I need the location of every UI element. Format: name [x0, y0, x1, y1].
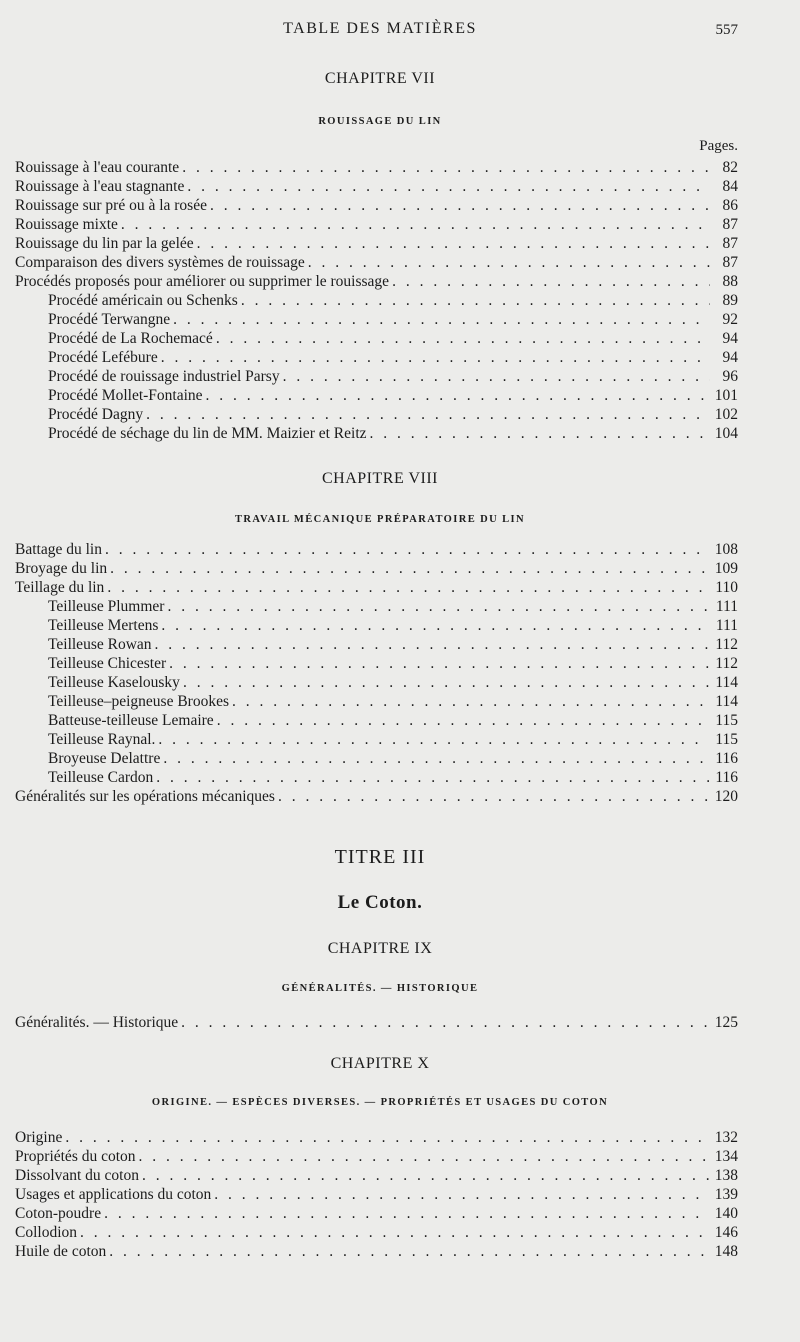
dot-leader — [110, 559, 709, 578]
chapter-8-heading: CHAPITRE VIII — [322, 470, 438, 487]
toc-entry-label: Coton-poudre — [15, 1205, 102, 1222]
toc-entry — [48, 730, 738, 749]
toc-entry-page: 116 — [715, 750, 738, 767]
toc-entry — [48, 597, 738, 616]
dot-leader — [167, 597, 709, 616]
toc-entry-page: 115 — [715, 712, 738, 729]
toc-entry-page: 115 — [715, 731, 738, 748]
toc-entry — [15, 253, 738, 272]
toc-entry-page: 109 — [714, 560, 738, 577]
dot-leader — [142, 1166, 709, 1185]
dot-leader — [308, 253, 710, 272]
toc-entry-label: Comparaison des divers systèmes de rouissage — [15, 254, 305, 271]
toc-entry-page: 92 — [722, 311, 738, 328]
toc-entry-page: 94 — [722, 330, 738, 347]
toc-entry-label: Procédé américain ou Schenks — [48, 292, 238, 309]
toc-entry — [15, 540, 738, 559]
chapter-10-subtitle: ORIGINE. — ESPÈCES DIVERSES. — PROPRIÉTÉS ET USAGES DU COTON — [151, 1097, 609, 1108]
dot-leader — [181, 1013, 709, 1032]
dot-leader — [169, 654, 709, 673]
dot-leader — [197, 234, 710, 253]
chapter-9-heading: CHAPITRE IX — [327, 940, 433, 957]
toc-entry-label: Teilleuse Rowan — [48, 636, 152, 653]
titre-3-heading: TITRE III — [334, 846, 426, 868]
toc-entry — [15, 215, 738, 234]
chapter-7-heading: CHAPITRE VII — [324, 70, 436, 87]
toc-entry-label: Collodion — [15, 1224, 78, 1241]
dot-leader — [109, 1242, 708, 1261]
toc-entry-label: Procédé Dagny — [48, 406, 144, 423]
toc-entry-label: Teilleuse Raynal. — [48, 731, 156, 748]
toc-entry — [15, 1223, 738, 1242]
toc-entry-page: 87 — [722, 254, 738, 271]
running-title: TABLE DES MATIÈRES — [283, 20, 477, 37]
toc-entry-page: 146 — [714, 1224, 738, 1241]
toc-entry — [15, 1128, 738, 1147]
toc-entry-label: Rouissage du lin par la gelée — [15, 235, 194, 252]
dot-leader — [241, 291, 710, 310]
toc-entry — [48, 291, 738, 310]
dot-leader — [232, 692, 709, 711]
dot-leader — [206, 386, 709, 405]
dot-leader — [158, 730, 709, 749]
dot-leader — [156, 768, 709, 787]
toc-entry — [48, 654, 738, 673]
toc-entry — [15, 1166, 738, 1185]
toc-entry-page: 140 — [714, 1205, 738, 1222]
toc-entry-page: 112 — [715, 636, 738, 653]
toc-entry — [15, 578, 738, 597]
toc-entry — [48, 768, 738, 787]
dot-leader — [392, 272, 710, 291]
toc-entry-label: Propriétés du coton — [15, 1148, 136, 1165]
pages-column-label: Pages. — [699, 138, 738, 154]
dot-leader — [173, 310, 710, 329]
dot-leader — [161, 616, 709, 635]
toc-entry — [15, 196, 738, 215]
dot-leader — [187, 177, 710, 196]
toc-entry-page: 101 — [714, 387, 738, 404]
toc-entry — [15, 1147, 738, 1166]
toc-entry-label: Origine — [15, 1129, 63, 1146]
toc-entry-label: Battage du lin — [15, 541, 102, 558]
dot-leader — [155, 635, 710, 654]
running-head — [0, 20, 800, 42]
titre-3-name: Le Coton. — [337, 892, 423, 913]
dot-leader — [370, 424, 709, 443]
toc-entry — [48, 749, 738, 768]
toc-entry-label: Procédé Terwangne — [48, 311, 171, 328]
dot-leader — [65, 1128, 708, 1147]
toc-entry — [48, 711, 738, 730]
toc-entry-label: Procédé de La Rochemacé — [48, 330, 213, 347]
dot-leader — [210, 196, 710, 215]
toc-entry-page: 111 — [715, 598, 738, 615]
toc-entry-label: Procédé de rouissage industriel Parsy — [48, 368, 280, 385]
toc-entry-page: 96 — [722, 368, 738, 385]
toc-entry-label: Teillage du lin — [15, 579, 105, 596]
toc-entry-label: Dissolvant du coton — [15, 1167, 139, 1184]
toc-entry-page: 138 — [714, 1167, 738, 1184]
toc-entry-page: 120 — [714, 788, 738, 805]
dot-leader — [139, 1147, 709, 1166]
toc-entry — [48, 424, 738, 443]
toc-entry-label: Batteuse-teilleuse Lemaire — [48, 712, 214, 729]
dot-leader — [163, 749, 709, 768]
dot-leader — [283, 367, 710, 386]
toc-entry-page: 104 — [714, 425, 738, 442]
dot-leader — [278, 787, 709, 806]
toc-entry-page: 108 — [714, 541, 738, 558]
toc-entry-page: 110 — [715, 579, 738, 596]
toc-entry-label: Généralités sur les opérations mécaniques — [15, 788, 275, 805]
toc-entry-label: Généralités. — Historique — [15, 1014, 179, 1031]
dot-leader — [182, 158, 710, 177]
dot-leader — [214, 1185, 708, 1204]
toc-entry-label: Broyeuse Delattre — [48, 750, 161, 767]
toc-entry — [15, 1013, 738, 1032]
chapter-10-heading: CHAPITRE X — [330, 1055, 430, 1072]
toc-entry-page: 84 — [722, 178, 738, 195]
toc-entry-label: Procédés proposés pour améliorer ou supprimer le rouissage — [15, 273, 390, 290]
toc-entry-page: 114 — [715, 674, 738, 691]
toc-entry-label: Teilleuse Mertens — [48, 617, 159, 634]
toc-entry-label: Rouissage mixte — [15, 216, 118, 233]
toc-entry — [48, 348, 738, 367]
dot-leader — [217, 711, 710, 730]
toc-entry — [48, 405, 738, 424]
dot-leader — [107, 578, 709, 597]
toc-entry-page: 94 — [722, 349, 738, 366]
dot-leader — [146, 405, 709, 424]
toc-entry-label: Procédé de séchage du lin de MM. Maizier et Reitz — [48, 425, 367, 442]
toc-entry-label: Rouissage à l'eau stagnante — [15, 178, 185, 195]
toc-entry-page: 125 — [714, 1014, 738, 1031]
toc-entry — [48, 616, 738, 635]
toc-entry-label: Teilleuse Kaselousky — [48, 674, 180, 691]
chapter-7-subtitle: ROUISSAGE DU LIN — [318, 116, 442, 127]
dot-leader — [105, 540, 709, 559]
toc-entry-page: 82 — [722, 159, 738, 176]
toc-entry-page: 102 — [714, 406, 738, 423]
toc-entry-page: 116 — [715, 769, 738, 786]
toc-entry — [15, 272, 738, 291]
toc-entry-page: 88 — [722, 273, 738, 290]
chapter-8-subtitle: TRAVAIL MÉCANIQUE PRÉPARATOIRE DU LIN — [234, 514, 526, 525]
toc-entry-page: 111 — [715, 617, 738, 634]
toc-entry — [15, 787, 738, 806]
toc-entry — [15, 1204, 738, 1223]
toc-entry-label: Procédé Lefébure — [48, 349, 158, 366]
toc-entry-page: 87 — [722, 216, 738, 233]
toc-entry-page: 134 — [714, 1148, 738, 1165]
toc-entry-label: Teilleuse–peigneuse Brookes — [48, 693, 229, 710]
toc-entry — [48, 692, 738, 711]
toc-entry-page: 148 — [714, 1243, 738, 1260]
toc-entry-label: Teilleuse Cardon — [48, 769, 154, 786]
dot-leader — [104, 1204, 709, 1223]
toc-entry-page: 112 — [715, 655, 738, 672]
toc-entry-label: Huile de coton — [15, 1243, 107, 1260]
toc-entry-label: Rouissage à l'eau courante — [15, 159, 180, 176]
chapter-9-subtitle: GÉNÉRALITÉS. — HISTORIQUE — [281, 983, 479, 994]
toc-entry-label: Teilleuse Chicester — [48, 655, 167, 672]
toc-entry — [48, 635, 738, 654]
toc-entry — [48, 673, 738, 692]
toc-entry — [15, 158, 738, 177]
toc-entry — [48, 386, 738, 405]
toc-entry — [15, 1185, 738, 1204]
toc-entry — [15, 234, 738, 253]
toc-entry-label: Broyage du lin — [15, 560, 108, 577]
toc-entry-page: 87 — [722, 235, 738, 252]
toc-entry-label: Procédé Mollet-Fontaine — [48, 387, 203, 404]
dot-leader — [121, 215, 710, 234]
toc-entry-page: 139 — [714, 1186, 738, 1203]
toc-entry-page: 89 — [722, 292, 738, 309]
toc-entry — [48, 367, 738, 386]
toc-entry-page: 132 — [714, 1129, 738, 1146]
toc-entry — [15, 1242, 738, 1261]
toc-entry — [48, 310, 738, 329]
toc-entry-page: 86 — [722, 197, 738, 214]
toc-entry — [15, 559, 738, 578]
dot-leader — [183, 673, 709, 692]
toc-entry — [15, 177, 738, 196]
toc-entry-label: Rouissage sur pré ou à la rosée — [15, 197, 207, 214]
toc-entry-label: Usages et applications du coton — [15, 1186, 212, 1203]
dot-leader — [216, 329, 710, 348]
toc-entry-label: Teilleuse Plummer — [48, 598, 165, 615]
toc-entry — [48, 329, 738, 348]
toc-entry-page: 114 — [715, 693, 738, 710]
dot-leader — [80, 1223, 709, 1242]
dot-leader — [161, 348, 710, 367]
page-number: 557 — [715, 22, 738, 38]
